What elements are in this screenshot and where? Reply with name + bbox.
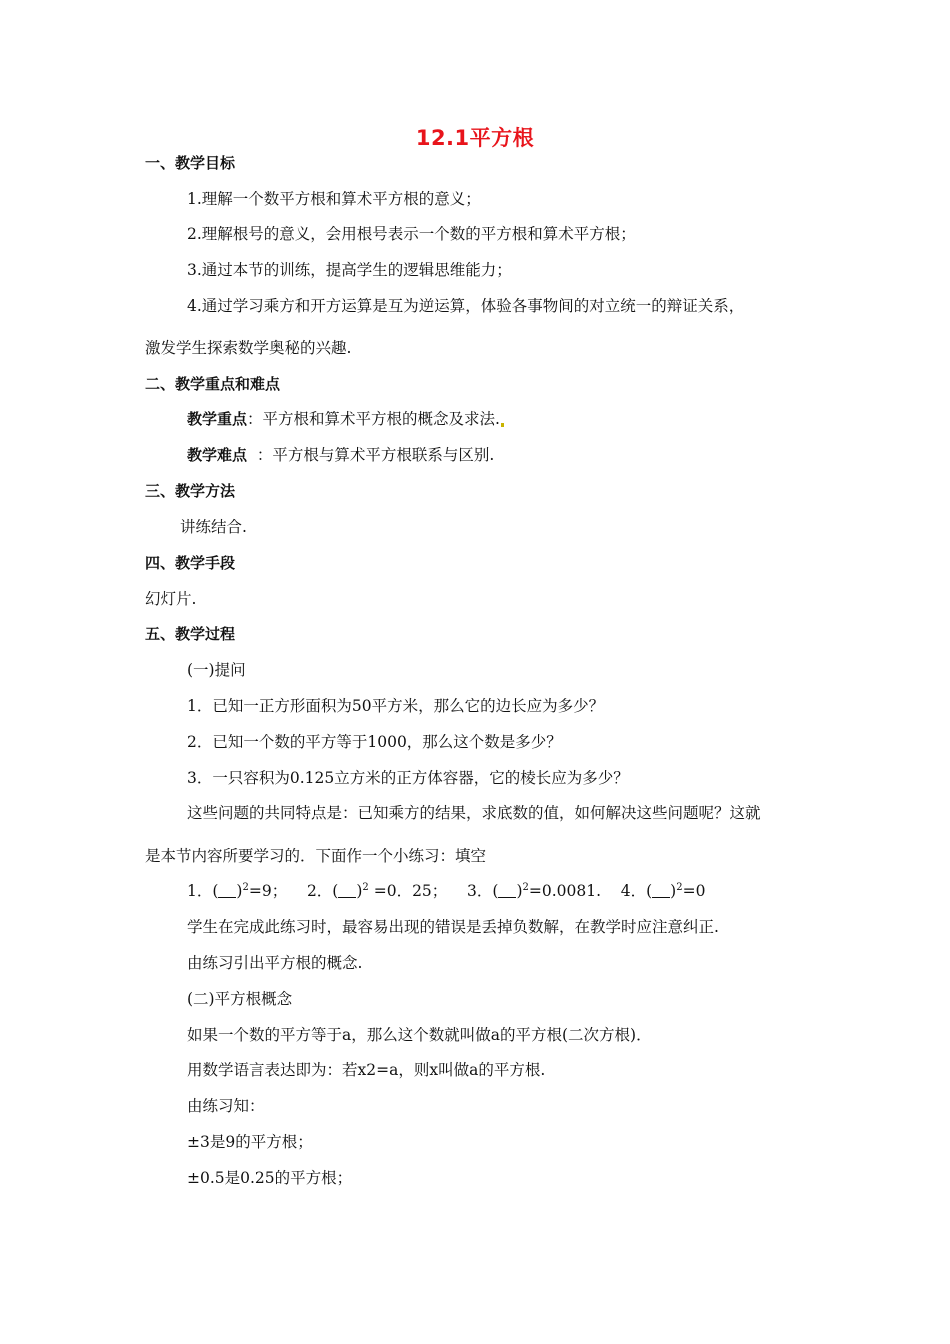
objective-item: 2.理解根号的意义，会用根号表示一个数的平方根和算术平方根； bbox=[187, 225, 636, 243]
exercise-1: 1．( )$^2$=9； bbox=[187, 882, 288, 900]
section-heading-key-points: 二、教学重点和难点 bbox=[145, 375, 281, 393]
page-title: 12.1平方根 bbox=[415, 126, 535, 150]
objective-item: 4.通过学习乘方和开方运算是互为逆运算，体验各事物间的对立统一的辩证关系， bbox=[187, 297, 745, 315]
exercise-3: 3．( )$^2$=0.0081. bbox=[467, 882, 602, 900]
objective-item: 3.通过本节的训练，提高学生的逻辑思维能力； bbox=[187, 261, 512, 279]
blank bbox=[498, 882, 516, 898]
blank bbox=[338, 882, 356, 898]
tools-text: 幻灯片. bbox=[145, 590, 197, 608]
blank bbox=[218, 882, 236, 898]
section-heading-method: 三、教学方法 bbox=[145, 482, 236, 500]
section-heading-objectives: 一、教学目标 bbox=[145, 154, 236, 172]
method-text: 讲练结合. bbox=[180, 518, 247, 536]
example-line: ±0.5是0.25的平方根； bbox=[187, 1169, 353, 1187]
exercise-line bbox=[187, 881, 705, 901]
key-point-line bbox=[187, 409, 504, 429]
question-item: 2．已知一个数的平方等于1000，那么这个数是多少？ bbox=[187, 733, 562, 751]
example-line: ±3是9的平方根； bbox=[187, 1133, 313, 1151]
section-heading-tools: 四、教学手段 bbox=[145, 554, 236, 572]
difficult-point-label: 教学难点 bbox=[187, 446, 248, 464]
question-item: 1．已知一正方形面积为50平方米，那么它的边长应为多少？ bbox=[187, 697, 605, 715]
section-heading-process: 五、教学过程 bbox=[145, 625, 236, 643]
difficult-point-line bbox=[187, 445, 494, 465]
subsection-concept: (二)平方根概念 bbox=[187, 990, 293, 1008]
blank bbox=[652, 882, 670, 898]
paragraph: 这些问题的共同特点是：已知乘方的结果，求底数的值，如何解决这些问题呢？这就 bbox=[187, 804, 761, 822]
key-point-label: 教学重点 bbox=[187, 410, 248, 428]
definition-line: 如果一个数的平方等于a，那么这个数就叫做a的平方根(二次方根)． bbox=[187, 1026, 652, 1044]
exercise-4: 4．( )$^2$=0 bbox=[620, 882, 706, 900]
paragraph: 学生在完成此练习时，最容易出现的错误是丢掉负数解，在教学时应注意纠正. bbox=[187, 918, 719, 936]
definition-line: 由练习知： bbox=[187, 1097, 265, 1115]
definition-line: 用数学语言表达即为：若x2=a，则x叫做a的平方根. bbox=[187, 1061, 546, 1079]
paragraph-continuation: 是本节内容所要学习的．下面作一个小练习：填空 bbox=[145, 847, 487, 865]
subsection-questions: (一)提问 bbox=[187, 661, 246, 679]
mark-dot bbox=[501, 423, 504, 427]
question-item: 3．一只容积为0.125立方米的正方体容器，它的棱长应为多少？ bbox=[187, 769, 629, 787]
exercise-2: 2．( )$^2$ =0．25； bbox=[306, 882, 448, 900]
difficult-point-text: ：平方根与算术平方根联系与区别. bbox=[247, 446, 495, 464]
paragraph: 由练习引出平方根的概念. bbox=[187, 954, 363, 972]
key-point-text: ：平方根和算术平方根的概念及求法. bbox=[247, 410, 500, 428]
objective-item-continuation: 激发学生探索数学奥秘的兴趣. bbox=[145, 339, 352, 357]
objective-item: 1.理解一个数平方根和算术平方根的意义； bbox=[187, 190, 481, 208]
